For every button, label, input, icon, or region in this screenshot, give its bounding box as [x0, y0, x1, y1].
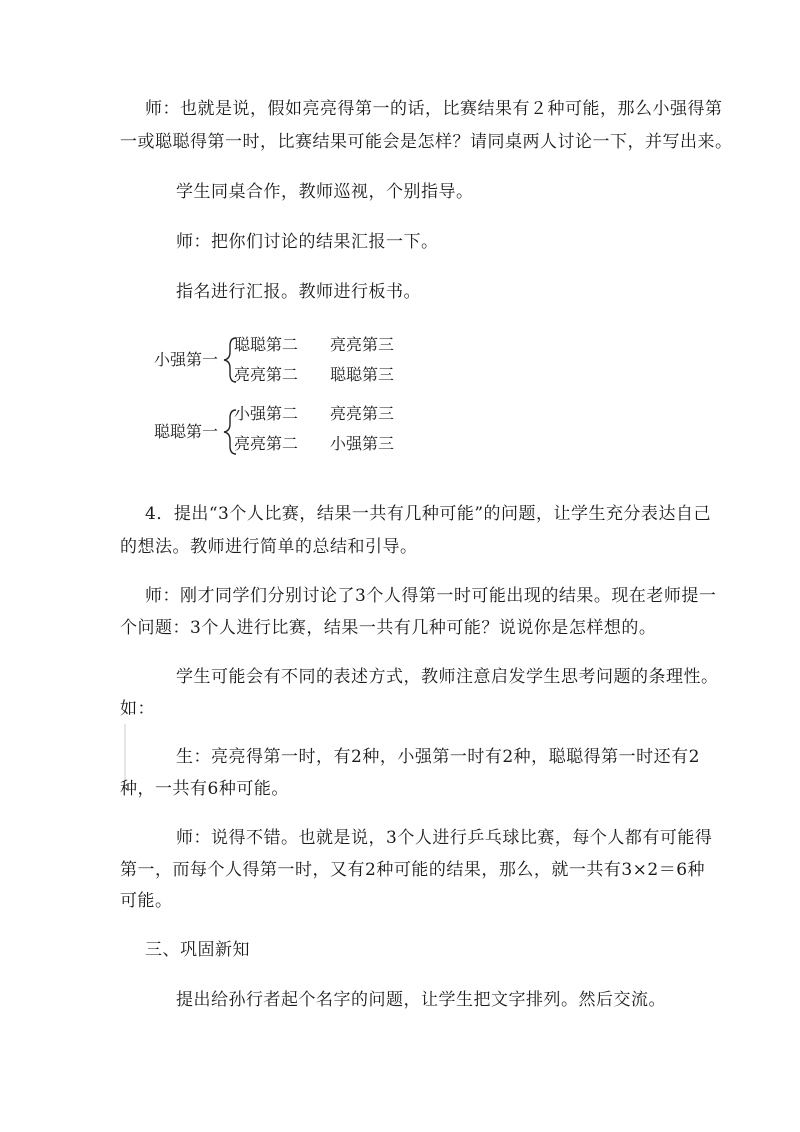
paragraph-line: 一或聪聪得第一时，比赛结果可能会是怎样？请同桌两人讨论一下，并写出来。	[120, 132, 733, 152]
paragraph-line: 指名进行汇报。教师进行板书。	[176, 282, 421, 302]
paragraph-line: 第一，而每个人得第一时，又有2种可能的结果，那么，就一共有3×2＝6种	[120, 860, 706, 880]
paragraph-line: 个问题：3个人进行比赛，结果一共有几种可能？说说你是怎样想的。	[120, 618, 657, 638]
board-diagram	[150, 326, 410, 456]
paragraph-line: 师：也就是说，假如亮亮得第一的话，比赛结果有２种可能，那么小强得第	[145, 99, 723, 119]
board-node-label: 聪聪第三	[330, 365, 395, 384]
paragraph-line: 提出给孙行者起个名字的问题，让学生把文字排列。然后交流。	[176, 990, 666, 1010]
paragraph-line: 师：说得不错。也就是说，3个人进行乒乓球比赛，每个人都有可能得	[176, 828, 713, 848]
paragraph-line: 师：刚才同学们分别讨论了3个人得第一时可能出现的结果。现在老师提一	[145, 586, 717, 606]
board-node-label: 小强第二	[234, 404, 299, 423]
board-node-label: 亮亮第三	[330, 335, 395, 354]
margin-mark	[124, 724, 126, 786]
board-node-label: 聪聪第二	[234, 335, 299, 354]
board-root-label: 小强第一	[154, 350, 219, 369]
board-node-label: 亮亮第二	[234, 434, 299, 453]
paragraph-line: 如：	[120, 699, 155, 719]
paragraph-line: 的想法。教师进行简单的总结和引导。	[120, 537, 418, 557]
paragraph-line: 学生同桌合作，教师巡视，个别指导。	[176, 182, 474, 202]
paragraph-line: 4．提出“3个人比赛，结果一共有几种可能”的问题，让学生充分表达自己	[145, 504, 712, 524]
paragraph-line: 生：亮亮得第一时，有2种，小强第一时有2种，聪聪得第一时还有2	[176, 747, 700, 767]
section-heading: 三、巩固新知	[145, 940, 250, 960]
board-node-label: 亮亮第二	[234, 365, 299, 384]
paragraph-line: 学生可能会有不同的表述方式，教师注意启发学生思考问题的条理性。	[176, 667, 719, 687]
board-node-label: 小强第三	[330, 434, 395, 453]
paragraph-line: 可能。	[120, 891, 173, 911]
board-root-label: 聪聪第一	[154, 422, 219, 441]
paragraph-line: 种，一共有6种可能。	[120, 779, 289, 799]
paragraph-line: 师：把你们讨论的结果汇报一下。	[176, 232, 439, 252]
board-node-label: 亮亮第三	[330, 404, 395, 423]
